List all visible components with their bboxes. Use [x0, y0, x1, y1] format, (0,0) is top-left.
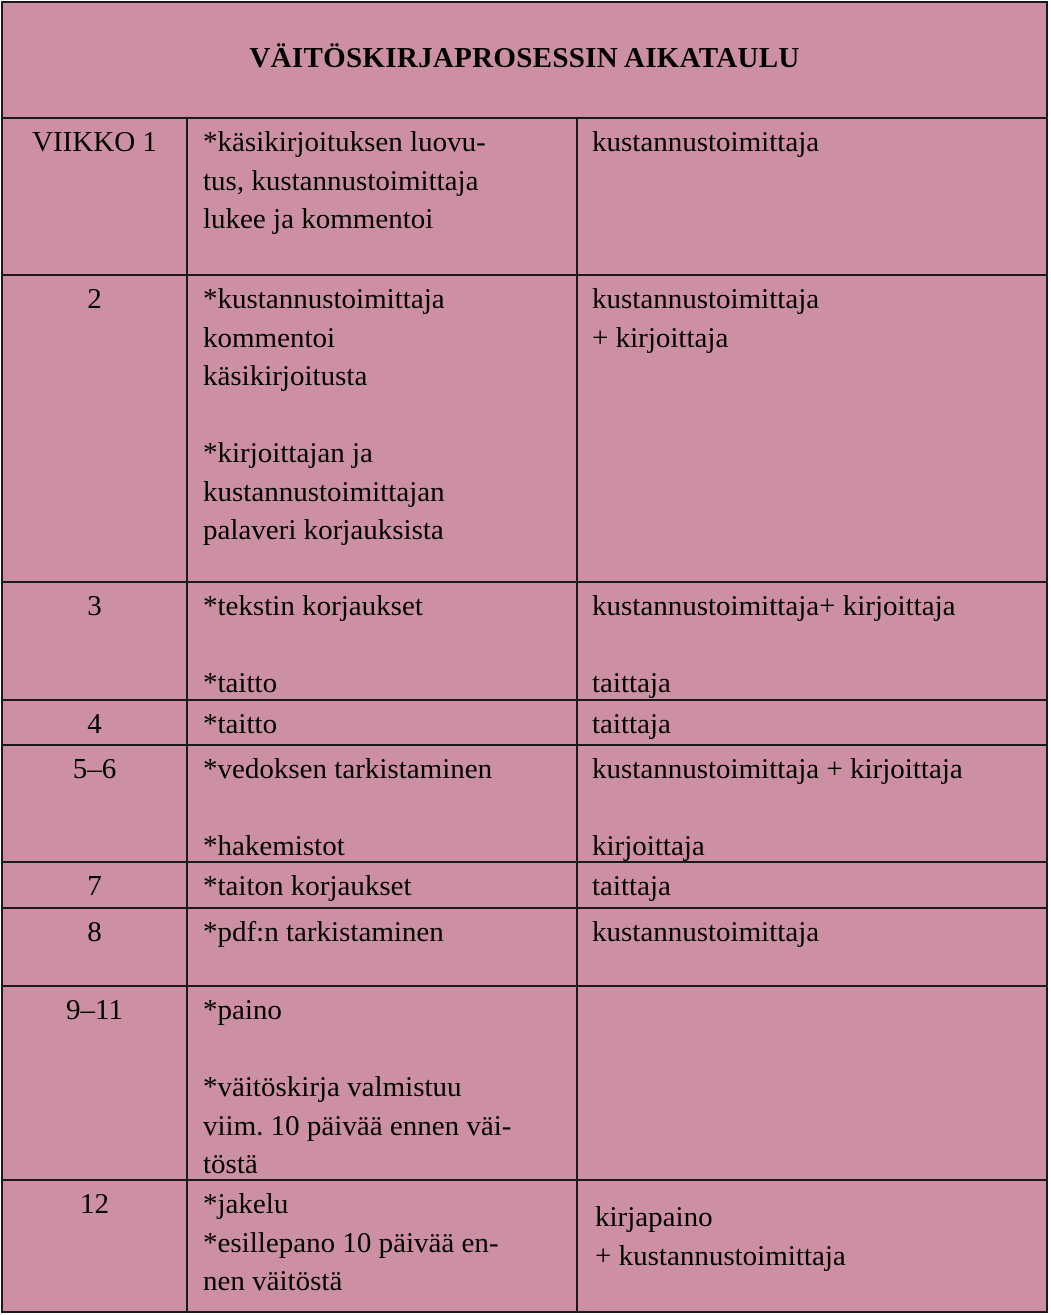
table-row-week-12: [3, 1181, 1046, 1311]
table-row-week-5-6: [3, 746, 1046, 863]
task-cell: *taitto: [188, 701, 578, 744]
week-cell: VIIKKO 1: [3, 119, 188, 274]
task-cell: *kustannustoimittaja kommentoi käsikirjoitusta *kirjoittajan ja kustannustoimittajan palaveri korjauksista: [188, 276, 578, 581]
week-cell: 7: [3, 863, 188, 907]
responsible-cell: kustannustoimittaja+ kirjoittaja taittaja: [592, 590, 956, 699]
table-title: VÄITÖSKIRJAPROSESSIN AIKATAULU: [249, 41, 800, 74]
responsible-cell: kirjapaino + kustannustoimittaja: [595, 1201, 846, 1272]
table-row-week-4: [3, 701, 1046, 746]
task-cell: *tekstin korjaukset *taitto: [188, 583, 578, 699]
week-cell: 4: [3, 701, 188, 744]
week-cell: 3: [3, 583, 188, 699]
responsible-cell: kustannustoimittaja: [592, 126, 820, 158]
responsible-cell: kustannustoimittaja: [592, 916, 820, 948]
task-cell: *taiton korjaukset: [188, 863, 578, 907]
week-cell: 9–11: [3, 987, 188, 1179]
week-cell: 5–6: [3, 746, 188, 861]
table-row-week-9-11: [3, 987, 1046, 1181]
table-row-week-2: [3, 276, 1046, 583]
table-row-week-1: [3, 119, 1046, 276]
week-cell: 2: [3, 276, 188, 581]
task-cell: *vedoksen tarkistaminen *hakemistot: [188, 746, 578, 861]
week-cell: 8: [3, 909, 188, 985]
responsible-cell: kustannustoimittaja + kirjoittaja kirjoittaja: [592, 753, 963, 862]
responsible-cell: taittaja: [592, 870, 671, 902]
responsible-cell: [578, 987, 1046, 1179]
responsible-cell: taittaja: [592, 708, 671, 740]
task-cell: *jakelu *esillepano 10 päivää en- nen väitöstä: [188, 1181, 578, 1311]
table-row-week-7: [3, 863, 1046, 909]
responsible-cell: kustannustoimittaja + kirjoittaja: [592, 283, 820, 354]
title-row: [3, 3, 1046, 119]
schedule-table: [1, 1, 1048, 1313]
task-cell: *paino *väitöskirja valmistuu viim. 10 päivää ennen väi- töstä: [188, 987, 578, 1179]
task-cell: *pdf:n tarkistaminen: [188, 909, 578, 985]
task-cell: *käsikirjoituksen luovu- tus, kustannustoimittaja lukee ja kommentoi: [188, 119, 578, 274]
table-row-week-8: [3, 909, 1046, 987]
week-cell: 12: [3, 1181, 188, 1311]
table-row-week-3: [3, 583, 1046, 701]
